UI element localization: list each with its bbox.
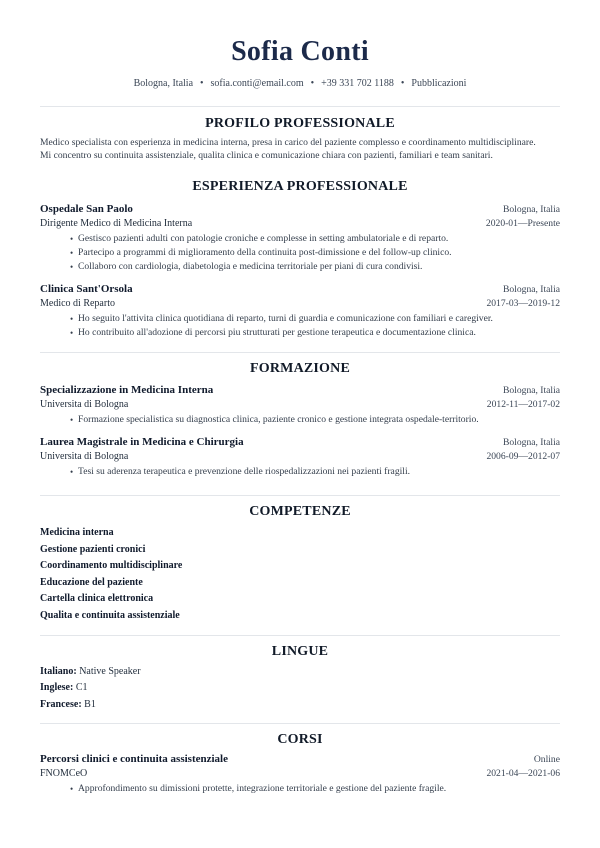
entry-dates: 2006-09—2012-07 [486,451,560,462]
language-item: Francese: B1 [40,698,96,710]
language-level: C1 [75,682,88,694]
contact-email[interactable]: sofia.conti@email.com [210,78,304,89]
entry-institution: Universita di Bologna [40,451,129,462]
language-item: Italiano: Native Speaker [40,665,141,677]
contact-publications-link[interactable]: Pubblicazioni [411,78,467,89]
experience-section [40,178,560,340]
entry-dates: 2020-01—Presente [485,218,560,229]
language-item: Inglese: C1 [40,682,88,694]
entry-bullets [40,312,560,340]
section-title-profile: PROFILO PROFESSIONALE [205,116,395,131]
entry-bullets [40,782,560,796]
section-divider [40,723,560,724]
section-title-courses: CORSI [277,732,323,748]
languages-list [40,664,560,714]
entry-bullets [40,413,560,427]
skill-item: Educazione del paziente [40,576,143,588]
contact-separator: • [310,78,315,89]
entry-role: Medico di Reparto [40,298,115,309]
language-level: Native Speaker [79,665,141,677]
entry-bullets [40,232,560,274]
section-divider [40,635,560,636]
entry-bullets [40,465,560,479]
experience-entry [40,282,560,340]
language-name: Italiano [40,665,74,677]
skill-item: Coordinamento multidisciplinare [40,560,183,572]
entry-dates: 2012-11—2017-02 [486,399,560,410]
experience-entry [40,202,560,274]
bullet-item: • Ho seguito l'attivita clinica quotidiana di reparto, turni di guardia e comunicazione con familiari e caregiver. [78,312,560,326]
entry-organization: Specializzazione in Medicina Interna [40,384,214,396]
entry-location: Bologna, Italia [502,284,560,295]
profile-section [40,115,560,162]
section-divider [40,495,560,496]
entry-organization: Laurea Magistrale in Medicina e Chirurgia [40,436,244,448]
bullet-item: • Formazione specialistica su diagnostica clinica, paziente cronico e gestione integrata ospedale-territorio. [78,413,560,427]
section-divider [40,106,560,107]
skill-item: Medicina interna [40,527,114,538]
bullet-item: • Collaboro con cardiologia, diabetologia e medicina territoriale per piani di cura condivisi. [78,260,560,274]
skills-section [40,503,560,625]
entry-dates: 2017-03—2019-12 [486,298,560,309]
contact-line [40,77,560,91]
section-title-languages: LINGUE [271,643,329,659]
entry-organization: Ospedale San Paolo [40,203,133,215]
languages-section [40,643,560,714]
skill-item: Qualita e continuita assistenziale [40,609,180,621]
entry-location: Bologna, Italia [502,385,560,396]
profile-summary-line: Medico specialista con esperienza in medicina interna, presa in carico del paziente complesso e coordinamento multidisciplinare. [40,137,536,148]
profile-summary-line: Mi concentro su continuita assistenziale, qualita clinica e comunicazione chiara con pazienti, familiari e team sanitari. [40,150,493,161]
skills-list [40,525,560,625]
language-name: Inglese [40,682,70,694]
skill-item: Cartella clinica elettronica [40,593,154,605]
contact-separator: • [400,78,405,89]
section-title-skills: COMPETENZE [249,504,351,519]
section-title-education: FORMAZIONE [250,361,350,376]
candidate-name: Sofia Conti [231,36,369,67]
entry-institution: Universita di Bologna [40,399,129,410]
section-title-experience: ESPERIENZA PROFESSIONALE [192,179,408,194]
bullet-item: • Partecipo a programmi di miglioramento della continuita post-dimissione e del follow-up clinico. [78,246,560,260]
language-name: Francese [40,698,79,710]
entry-role: Dirigente Medico di Medicina Interna [40,218,193,229]
bullet-item: • Approfondimento su dimissioni protette, integrazione territoriale e gestione del paziente fragile. [78,782,560,796]
entry-dates: 2021-04—2021-06 [486,768,560,780]
contact-phone[interactable]: +39 331 702 1188 [321,78,394,89]
entry-location: Bologna, Italia [502,204,560,215]
section-divider [40,352,560,353]
bullet-item: • Ho contribuito all'adozione di percorsi piu strutturati per gestione terapeutica e documentazione clinica. [78,326,560,340]
course-entry [40,752,560,796]
bullet-item: • Tesi su aderenza terapeutica e prevenzione delle riospedalizzazioni nei pazienti fragili. [78,465,560,479]
language-level: B1 [84,698,96,710]
entry-organization: Clinica Sant'Orsola [40,283,133,295]
contact-separator: • [200,78,204,89]
courses-section [40,731,560,796]
entry-location: Online [533,754,560,766]
skill-item: Gestione pazienti cronici [40,543,146,555]
entry-organization: Percorsi clinici e continuita assistenziale [40,753,228,766]
education-section [40,360,560,479]
education-entry [40,383,560,427]
entry-provider: FNOMCeO [40,768,88,780]
bullet-item: • Gestisco pazienti adulti con patologie croniche e complesse in setting ambulatoriale e di reparto. [78,232,560,246]
education-entry [40,435,560,479]
entry-location: Bologna, Italia [502,437,560,448]
contact-location: Bologna, Italia [133,78,194,89]
